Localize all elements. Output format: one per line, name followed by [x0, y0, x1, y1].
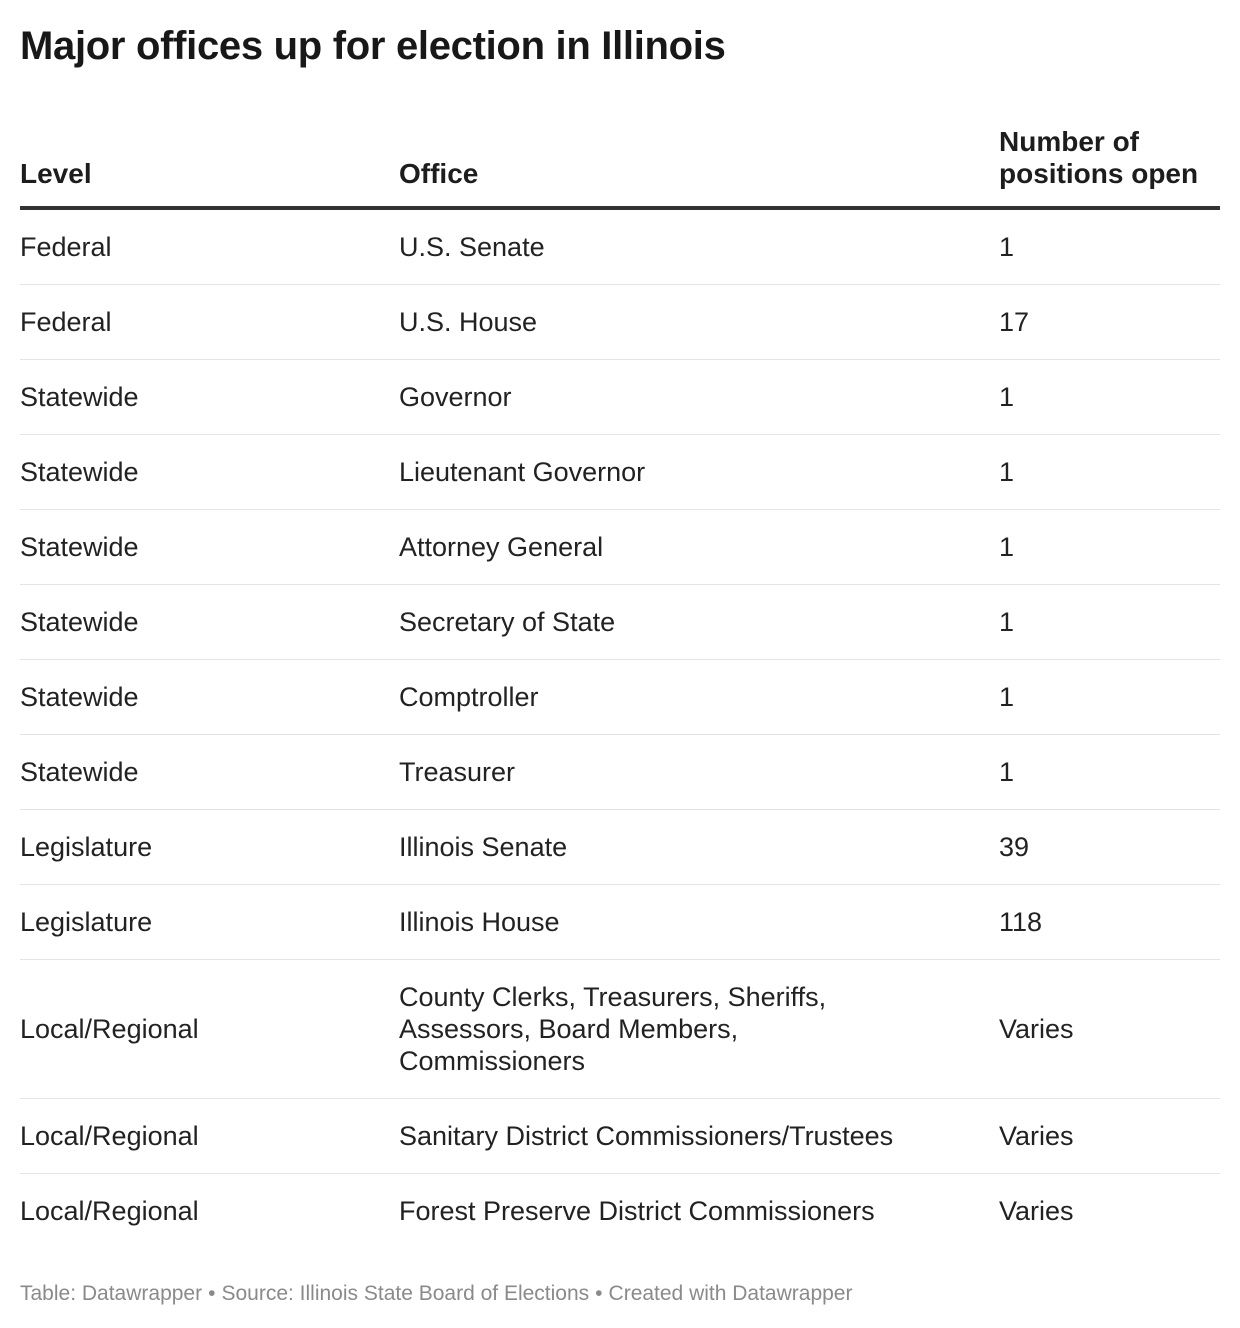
- header-number[interactable]: Number of positions open: [999, 120, 1220, 208]
- cell-office: County Clerks, Treasurers, Sheriffs, Assessors, Board Members, Commissioners: [399, 960, 999, 1099]
- cell-number: Varies: [999, 960, 1220, 1099]
- table-row: [20, 360, 1220, 435]
- cell-office: U.S. House: [399, 285, 999, 360]
- table-row: [20, 960, 1220, 1099]
- table-row: [20, 885, 1220, 960]
- cell-office: Illinois Senate: [399, 810, 999, 885]
- cell-number: 1: [999, 735, 1220, 810]
- cell-office: Governor: [399, 360, 999, 435]
- header-office[interactable]: Office: [399, 120, 999, 208]
- cell-office: Forest Preserve District Commissioners: [399, 1196, 875, 1226]
- table-row: [20, 660, 1220, 735]
- table-row: [20, 585, 1220, 660]
- page-title: Major offices up for election in Illinois: [20, 24, 726, 68]
- cell-number: 1: [999, 510, 1220, 585]
- cell-number: 1: [999, 208, 1220, 285]
- offices-table: [20, 120, 1220, 1248]
- table-row: [20, 285, 1220, 360]
- cell-number: 1: [999, 360, 1220, 435]
- cell-level: Statewide: [20, 735, 399, 810]
- cell-level: Local/Regional: [20, 960, 399, 1099]
- cell-number: 118: [999, 885, 1220, 960]
- cell-number: Varies: [999, 1196, 1074, 1226]
- cell-level: Legislature: [20, 885, 399, 960]
- cell-number: 1: [999, 660, 1220, 735]
- cell-office: U.S. Senate: [399, 208, 999, 285]
- cell-number: 1: [999, 435, 1220, 510]
- table-row: [20, 510, 1220, 585]
- cell-level: Legislature: [20, 810, 399, 885]
- cell-number: 1: [999, 585, 1220, 660]
- table-row: [20, 810, 1220, 885]
- created-with-link[interactable]: Created with Datawrapper: [608, 1282, 853, 1305]
- footer-separator: •: [595, 1282, 603, 1305]
- cell-office: Lieutenant Governor: [399, 435, 999, 510]
- header-row: [20, 120, 1220, 208]
- table-row: [20, 735, 1220, 810]
- footer-separator: •: [208, 1282, 216, 1305]
- cell-number: 39: [999, 810, 1220, 885]
- table-row: [20, 1174, 1220, 1249]
- footer-credits: [20, 1280, 852, 1308]
- cell-level: Local/Regional: [20, 1099, 399, 1174]
- cell-level: Statewide: [20, 360, 399, 435]
- cell-level: Statewide: [20, 435, 399, 510]
- table-credit: Table: Datawrapper: [20, 1282, 203, 1305]
- table-row: [20, 435, 1220, 510]
- cell-office: Comptroller: [399, 660, 999, 735]
- cell-office: Attorney General: [399, 510, 999, 585]
- cell-level: Federal: [20, 285, 399, 360]
- table-row: [20, 208, 1220, 285]
- cell-office: Sanitary District Commissioners/Trustees: [399, 1099, 999, 1174]
- table-header: [20, 120, 1220, 208]
- table-row: [20, 1099, 1220, 1174]
- cell-level: Federal: [20, 208, 399, 285]
- cell-number: 17: [999, 285, 1220, 360]
- cell-level: Statewide: [20, 510, 399, 585]
- source-link[interactable]: Source: Illinois State Board of Elections: [221, 1282, 590, 1305]
- cell-office: Illinois House: [399, 885, 999, 960]
- cell-level: Statewide: [20, 585, 399, 660]
- cell-level: Local/Regional: [20, 1196, 199, 1226]
- cell-office: Treasurer: [399, 735, 999, 810]
- table-body: [20, 208, 1220, 1248]
- header-level[interactable]: Level: [20, 120, 399, 208]
- cell-office: Secretary of State: [399, 585, 999, 660]
- cell-number: Varies: [999, 1099, 1220, 1174]
- cell-level: Statewide: [20, 660, 399, 735]
